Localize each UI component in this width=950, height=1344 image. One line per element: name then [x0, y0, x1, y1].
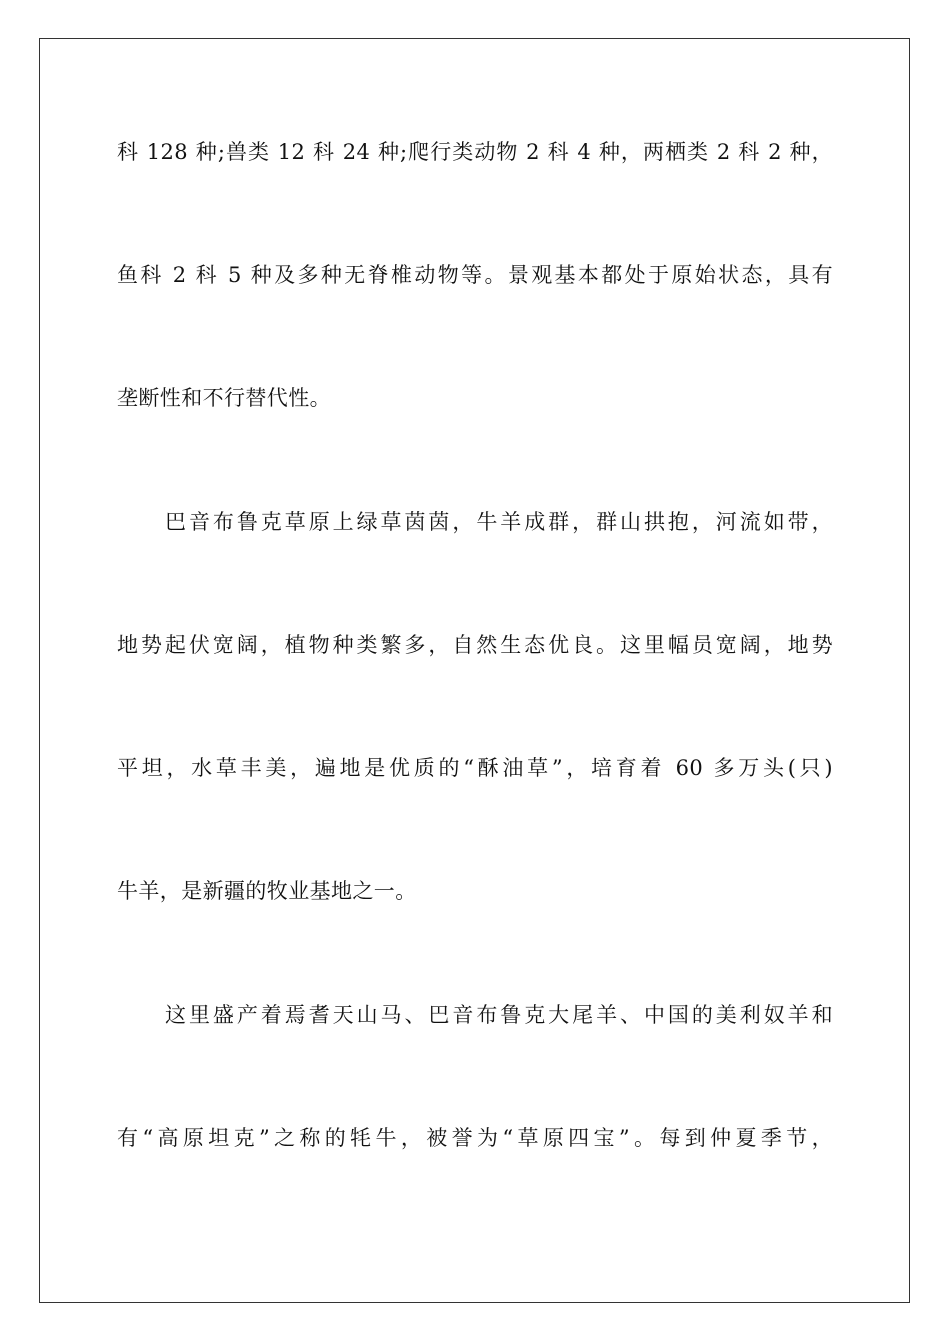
page-border	[39, 38, 910, 1303]
paragraph-3-line-1: 这里盛产着焉耆天山马、巴音布鲁克大尾羊、中国的美利奴羊和	[165, 1003, 833, 1027]
paragraph-2-line-2: 地势起伏宽阔，植物种类繁多，自然生态优良。这里幅员宽阔，地势	[117, 633, 833, 657]
paragraph-2-line-3: 平坦，水草丰美，遍地是优质的“酥油草”，培育着 60 多万头(只)	[117, 756, 833, 780]
paragraph-2-line-4: 牛羊，是新疆的牧业基地之一。	[117, 879, 417, 903]
text-line-3: 垄断性和不行替代性。	[117, 386, 331, 410]
paragraph-2-line-1: 巴音布鲁克草原上绿草茵茵，牛羊成群，群山拱抱，河流如带，	[165, 510, 833, 534]
paragraph-3-line-2: 有“高原坦克”之称的牦牛，被誉为“草原四宝”。每到仲夏季节，	[117, 1126, 833, 1150]
text-line-2: 鱼科 2 科 5 种及多种无脊椎动物等。景观基本都处于原始状态，具有	[117, 263, 833, 287]
text-line-1: 科 128 种;兽类 12 科 24 种;爬行类动物 2 科 4 种，两栖类 2 科 2 种，	[117, 140, 833, 164]
